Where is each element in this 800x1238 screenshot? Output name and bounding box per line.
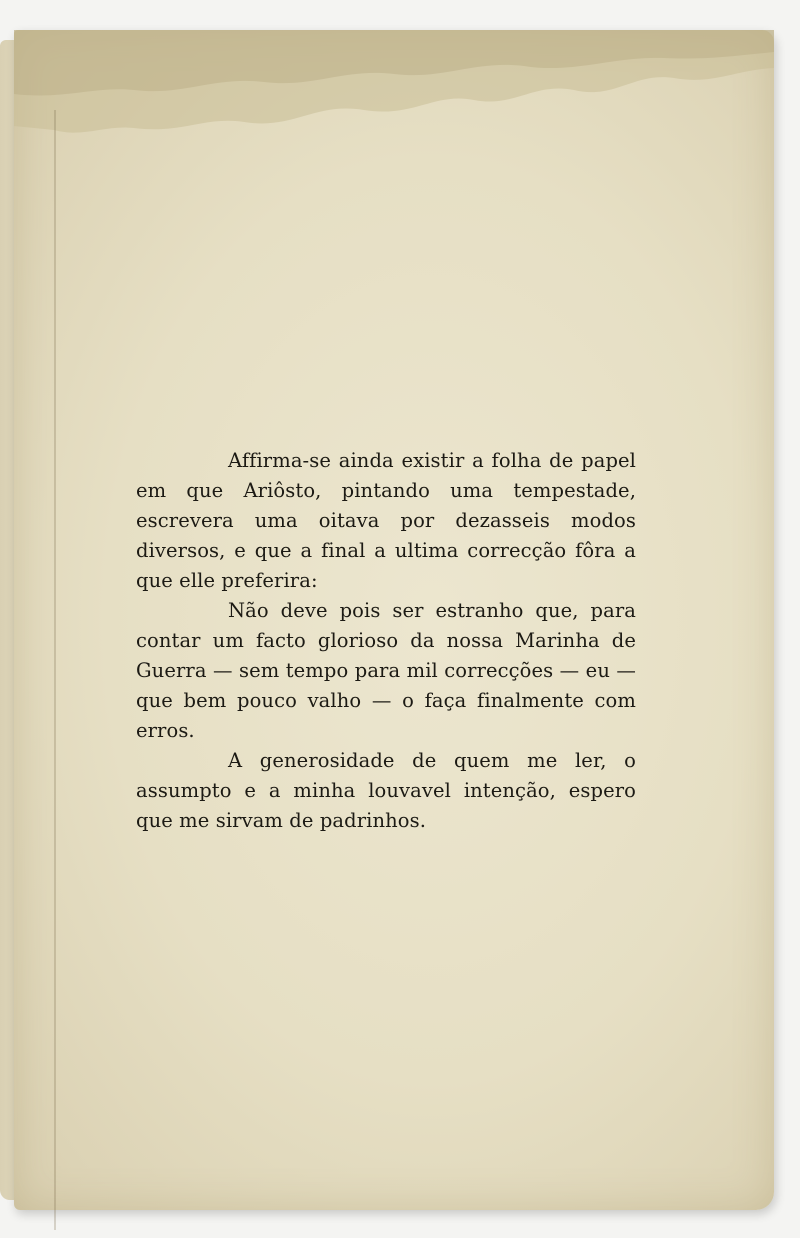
body-text bbox=[136, 446, 636, 836]
page-fold-line bbox=[54, 110, 56, 1230]
paragraph-2: Não deve pois ser estranho que, para contar um facto glorioso da nossa Marinha de Guerra — sem tempo para mil correcções — eu — que bem pouco valho — o faça finalmente com erros. bbox=[136, 599, 636, 742]
paragraph-1: Affirma-se ainda existir a folha de papel em que Ariôsto, pintando uma tempestade, escrevera uma oitava por dezasseis modos diversos, e que a final a ultima correcção fôra a que elle preferira: bbox=[136, 449, 636, 592]
torn-edge-illustration bbox=[14, 30, 774, 140]
paragraph-3: A generosidade de quem me ler, o assumpto e a minha louvavel intenção, espero que me sirvam de padrinhos. bbox=[136, 749, 636, 832]
